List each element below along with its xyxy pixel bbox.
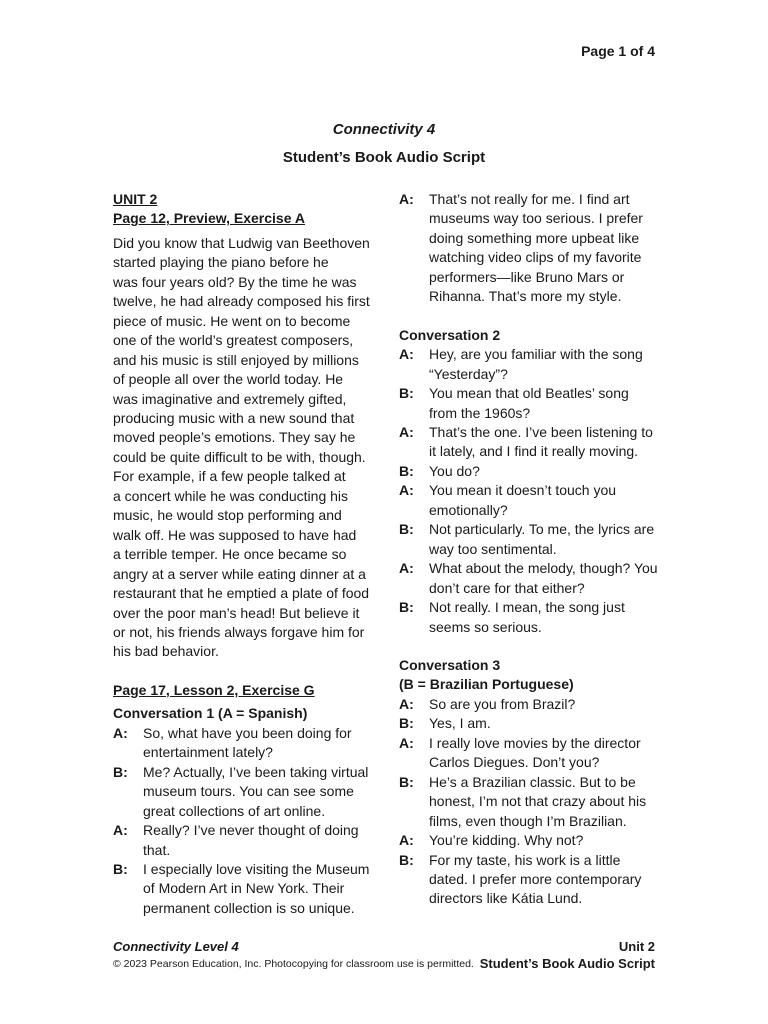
dialogue-text [143, 860, 371, 918]
dialogue-turn [399, 695, 661, 714]
text-line: films, even though I’m Brazilian. [429, 812, 627, 829]
text-line: permanent collection is so unique. [143, 899, 355, 916]
text-line: doing something more upbeat like [429, 229, 640, 246]
text-line: You’re kidding. Why not? [429, 832, 584, 849]
text-line: walk off. He was supposed to have had [113, 526, 357, 543]
text-line: He’s a Brazilian classic. But to be [429, 773, 636, 790]
dialogue-text [429, 462, 661, 481]
text-line: For example, if a few people talked at [113, 468, 346, 485]
dialogue-turn [113, 821, 371, 860]
dialogue-turn [399, 598, 661, 637]
conversation-2-heading: Conversation 2 [399, 326, 501, 343]
dialogue-text [429, 714, 661, 733]
dialogue-text [429, 598, 661, 637]
conversation-1 [113, 724, 371, 919]
dialogue-turn [399, 831, 661, 850]
speaker-label: A: [399, 734, 414, 751]
text-line: started playing the piano before he [113, 254, 329, 271]
text-line: piece of music. He went on to become [113, 312, 351, 329]
document-subtitle: Student’s Book Audio Script [282, 149, 486, 166]
text-line: Hey, are you familiar with the song [429, 346, 643, 363]
dialogue-text [429, 559, 661, 598]
dialogue-turn [399, 423, 661, 462]
text-line: a concert while he was conducting his [113, 487, 349, 504]
text-line: moved people’s emotions. They say he [113, 429, 356, 446]
dialogue-turn [399, 734, 661, 773]
text-line: seems so serious. [429, 618, 542, 635]
text-line: was four years old? By the time he was [113, 273, 357, 290]
text-line: don’t care for that either? [429, 579, 585, 596]
text-line: So are you from Brazil? [429, 695, 576, 712]
speaker-label: A: [113, 724, 128, 741]
dialogue-text [143, 763, 371, 821]
text-line: one of the world’s greatest composers, [113, 332, 354, 349]
text-line: of Modern Art in New York. Their [143, 880, 345, 897]
text-line: performers—like Bruno Mars or [429, 268, 625, 285]
text-line: You do? [429, 462, 480, 479]
footer-copyright: © 2023 Pearson Education, Inc. Photocopying for classroom use is permitted. [113, 958, 474, 970]
page-number: Page 1 of 4 [581, 43, 655, 59]
text-line: Not particularly. To me, the lyrics are [429, 521, 655, 538]
conversation-3 [399, 695, 661, 909]
text-line: Carlos Diegues. Don’t you? [429, 754, 600, 771]
speaker-label: A: [399, 482, 414, 499]
text-line: That’s the one. I’ve been listening to [429, 423, 653, 440]
dialogue-turn [399, 384, 661, 423]
dialogue-turn [399, 190, 661, 307]
dialogue-text [143, 821, 371, 860]
dialogue-text [429, 734, 661, 773]
text-line: that. [143, 841, 171, 858]
text-line: That’s not really for me. I find art [429, 191, 630, 207]
footer-unit: Unit 2 [618, 939, 655, 954]
dialogue-text [429, 520, 661, 559]
dialogue-text [429, 345, 661, 384]
conversation-1-heading: Conversation 1 (A = Spanish) [113, 705, 308, 722]
text-line: Not really. I mean, the song just [429, 599, 625, 616]
dialogue-text [429, 851, 661, 909]
text-line: over the poor man’s head! But believe it [113, 604, 360, 621]
text-line: Really? I’ve never thought of doing [143, 822, 359, 839]
speaker-label: A: [113, 822, 128, 839]
text-line: or not, his friends always forgave him for [113, 623, 365, 640]
speaker-label: A: [399, 346, 414, 363]
text-line: great collections of art online. [143, 802, 326, 819]
dialogue-turn [399, 462, 661, 481]
unit-heading: UNIT 2 [113, 191, 158, 207]
text-line: museums way too serious. I prefer [429, 210, 643, 227]
text-line: restaurant that he emptied a plate of food [113, 585, 370, 602]
preview-paragraph [113, 234, 371, 662]
dialogue-turn [399, 714, 661, 733]
text-line: was imaginative and extremely gifted, [113, 390, 347, 407]
text-line: You mean that old Beatles’ song [429, 385, 629, 402]
dialogue-text [429, 423, 661, 462]
dialogue-text [429, 773, 661, 831]
dialogue-text [429, 190, 661, 307]
text-line: Did you know that Ludwig van Beethoven [113, 234, 370, 251]
speaker-label: B: [399, 462, 414, 479]
text-line: Yes, I am. [429, 715, 491, 732]
conversation-3-heading: Conversation 3 [399, 656, 501, 673]
text-line: it lately, and I find it really moving. [429, 443, 639, 460]
speaker-label: A: [399, 191, 414, 207]
text-line: You mean it doesn’t touch you [429, 482, 617, 499]
text-line: could be quite difficult to be with, though. [113, 448, 366, 465]
text-line: Rihanna. That’s more my style. [429, 288, 622, 305]
text-line: honest, I’m not that crazy about his [429, 793, 647, 810]
conversation-2 [399, 345, 661, 637]
dialogue-text [429, 384, 661, 423]
footer-book-title: Connectivity Level 4 [113, 939, 239, 954]
text-line: of people all over the world today. He [113, 371, 344, 388]
dialogue-turn [399, 559, 661, 598]
text-line: So, what have you been doing for [143, 724, 352, 741]
text-line: from the 1960s? [429, 404, 531, 421]
dialogue-turn [113, 763, 371, 821]
speaker-label: B: [113, 860, 128, 877]
speaker-label: A: [399, 560, 414, 577]
text-line: emotionally? [429, 501, 508, 518]
text-line: What about the melody, though? You [429, 560, 658, 577]
speaker-label: B: [399, 521, 414, 538]
lesson-heading: Page 17, Lesson 2, Exercise G [113, 681, 315, 698]
speaker-label: B: [113, 763, 128, 780]
right-column [399, 190, 661, 909]
speaker-label: A: [399, 423, 414, 440]
speaker-label: B: [399, 385, 414, 402]
speaker-label: A: [399, 695, 414, 712]
text-line: entertainment lately? [143, 744, 273, 761]
document-title: Connectivity 4 [332, 121, 436, 138]
text-line: producing music with a new sound that [113, 409, 355, 426]
text-line: museum tours. You can see some [143, 783, 354, 800]
conversation-1-continued [399, 190, 661, 307]
dialogue-turn [399, 481, 661, 520]
text-line: music, he would stop performing and [113, 507, 342, 524]
speaker-label: B: [399, 851, 414, 868]
text-line: angry at a server while eating dinner at a [113, 565, 366, 582]
speaker-label: B: [399, 715, 414, 732]
text-line: a terrible temper. He once became so [113, 546, 347, 563]
text-line: “Yesterday”? [429, 365, 508, 382]
speaker-label: A: [399, 832, 414, 849]
text-line: way too sentimental. [429, 540, 557, 557]
footer-script-title: Student’s Book Audio Script [479, 956, 655, 971]
speaker-label: B: [399, 773, 414, 790]
text-line: his bad behavior. [113, 643, 219, 660]
dialogue-turn [113, 724, 371, 763]
text-line: dated. I prefer more contemporary [429, 870, 642, 887]
dialogue-turn [399, 773, 661, 831]
conversation-3-note: (B = Brazilian Portuguese) [399, 676, 574, 693]
dialogue-turn [399, 851, 661, 909]
text-line: twelve, he had already composed his first [113, 293, 370, 310]
dialogue-turn [399, 520, 661, 559]
dialogue-turn [399, 345, 661, 384]
dialogue-text [429, 831, 661, 850]
dialogue-text [429, 481, 661, 520]
text-line: and his music is still enjoyed by millions [113, 351, 359, 368]
text-line: directors like Kátia Lund. [429, 890, 583, 907]
dialogue-text [143, 724, 371, 763]
text-line: For my taste, his work is a little [429, 851, 621, 868]
dialogue-text [429, 695, 661, 714]
text-line: I especially love visiting the Museum [143, 860, 370, 877]
text-line: I really love movies by the director [429, 734, 641, 751]
dialogue-turn [113, 860, 371, 918]
preview-heading: Page 12, Preview, Exercise A [113, 210, 305, 227]
speaker-label: B: [399, 599, 414, 616]
text-line: Me? Actually, I’ve been taking virtual [143, 763, 369, 780]
text-line: watching video clips of my favorite [429, 249, 642, 266]
left-column [113, 190, 371, 918]
